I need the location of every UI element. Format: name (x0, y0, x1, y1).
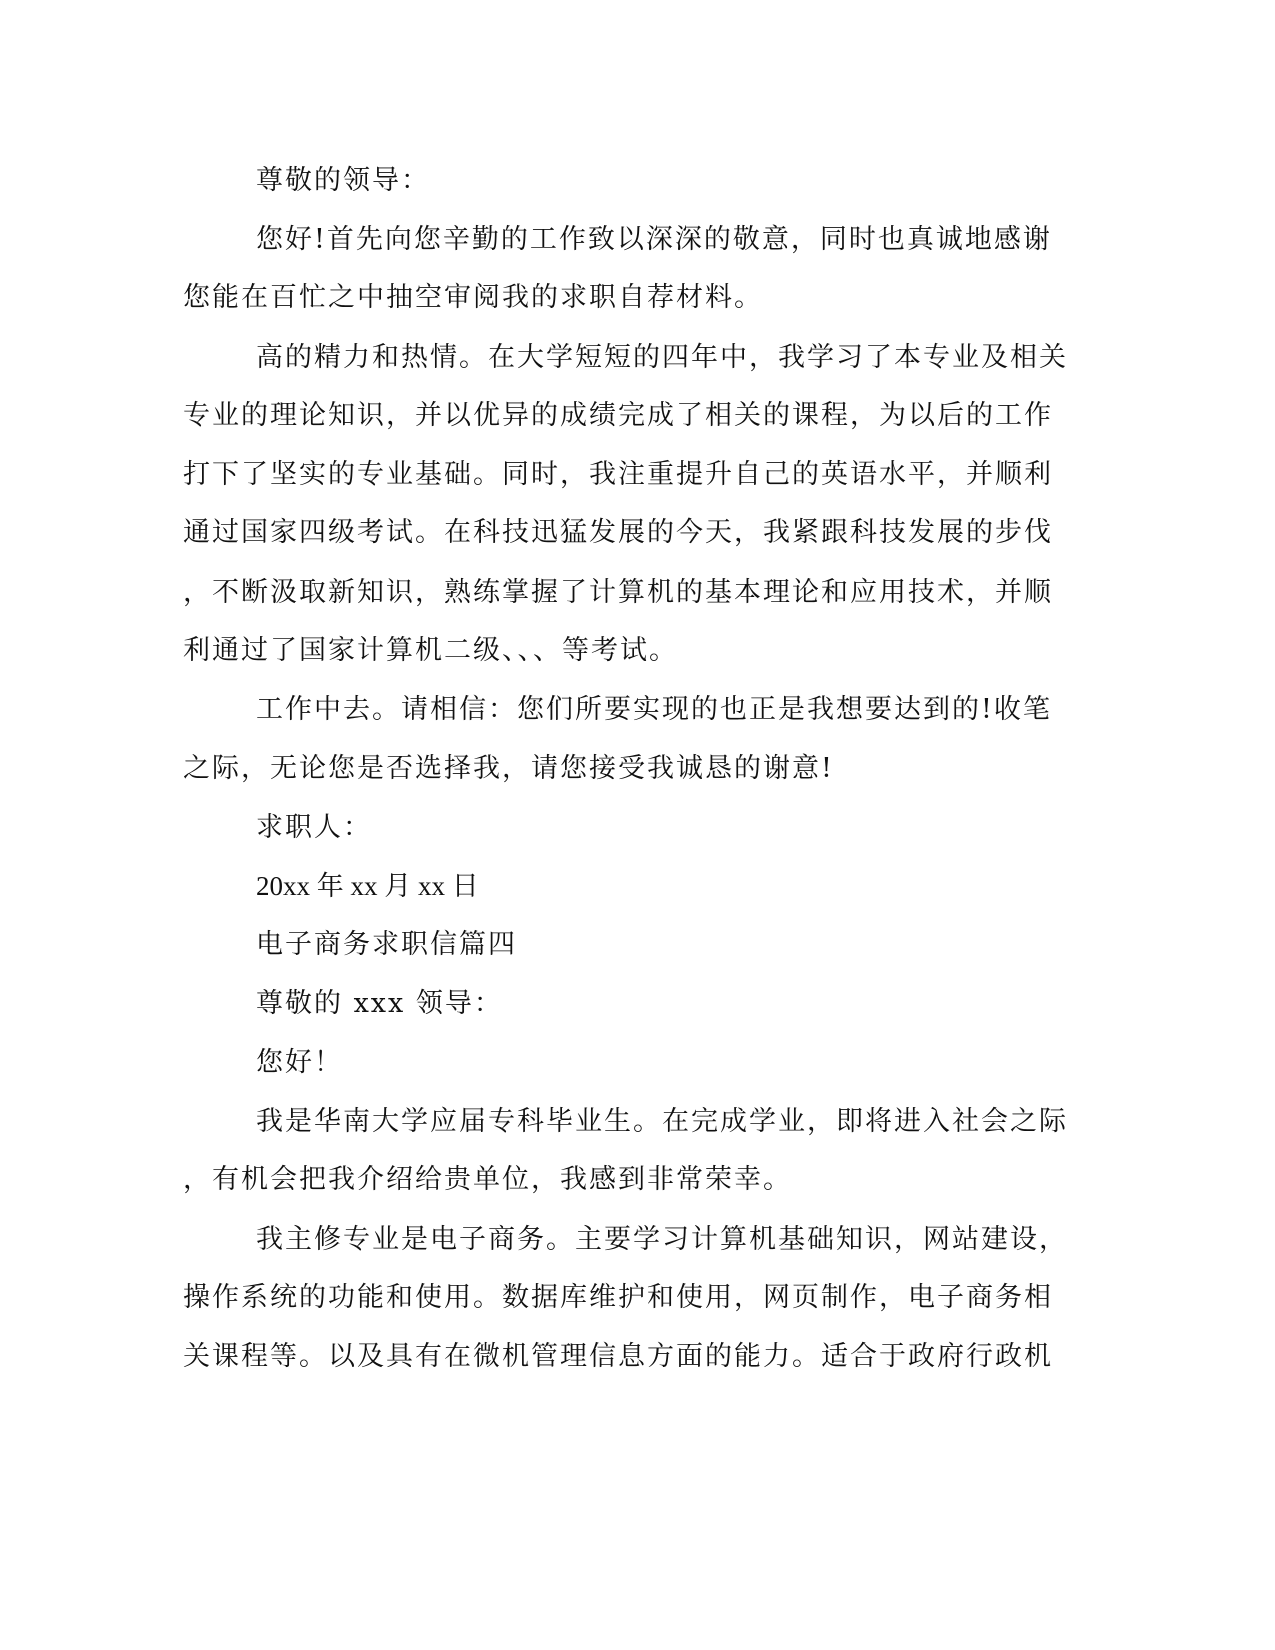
paragraph-line: 我是华南大学应届专科毕业生。在完成学业，即将进入社会之际 (256, 1106, 1068, 1137)
paragraph-line: ，不断汲取新知识，熟练掌握了计算机的基本理论和应用技术，并顺 (183, 577, 1053, 608)
section-title: 电子商务求职信篇四 (256, 929, 517, 960)
paragraph-line: ，有机会把我介绍给贵单位，我感到非常荣幸。 (183, 1164, 792, 1195)
paragraph-line: 操作系统的功能和使用。数据库维护和使用，网页制作，电子商务相 (183, 1282, 1053, 1313)
signature-label: 求职人： (256, 812, 372, 843)
paragraph-line: 您能在百忙之中抽空审阅我的求职自荐材料。 (183, 282, 763, 313)
paragraph-line: 关课程等。以及具有在微机管理信息方面的能力。适合于政府行政机 (183, 1341, 1053, 1372)
salutation: 尊敬的领导： (256, 165, 430, 196)
paragraph-line: 通过国家四级考试。在科技迅猛发展的今天，我紧跟科技发展的步伐 (183, 517, 1053, 548)
paragraph-line: 我主修专业是电子商务。主要学习计算机基础知识，网站建设， (256, 1224, 1068, 1255)
paragraph-line: 工作中去。请相信：您们所要实现的也正是我想要达到的!收笔 (256, 694, 1052, 725)
salutation: 尊敬的 xxx 领导： (256, 988, 503, 1019)
date-line: 20xx 年 xx 月 xx 日 (256, 871, 479, 901)
paragraph-line: 专业的理论知识，并以优异的成绩完成了相关的课程，为以后的工作 (183, 400, 1053, 431)
paragraph-line: 之际，无论您是否选择我，请您接受我诚恳的谢意! (183, 753, 834, 784)
greeting: 您好！ (256, 1047, 343, 1078)
paragraph-line: 利通过了国家计算机二级、、、等考试。 (183, 635, 678, 666)
paragraph-line: 您好!首先向您辛勤的工作致以深深的敬意，同时也真诚地感谢 (256, 224, 1052, 255)
paragraph-line: 打下了坚实的专业基础。同时，我注重提升自己的英语水平，并顺利 (183, 459, 1053, 490)
paragraph-line: 高的精力和热情。在大学短短的四年中，我学习了本专业及相关 (256, 342, 1068, 373)
